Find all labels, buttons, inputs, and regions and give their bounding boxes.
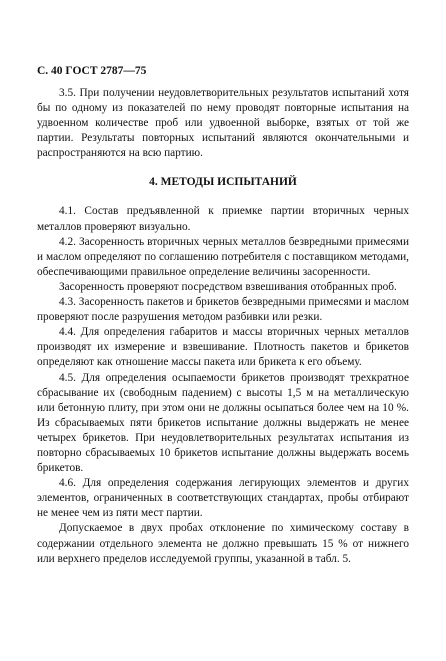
- paragraph-4-2: 4.2. Засоренность вторичных черных металлов безвредными примесями и маслом определяют по соглашению потребителя с поставщиком методами, обеспечивающими правильное определение величины засоренности.: [37, 235, 409, 278]
- paragraph-4-3: 4.3. Засоренность пакетов и брикетов безвредными примесями и маслом проверяют после разрушения методом разбивки или резки.: [37, 296, 409, 324]
- paragraph-4-1: 4.1. Состав предъявленной к приемке партии вторичных черных металлов проверяют визуально.: [37, 205, 409, 233]
- paragraph-3-5: 3.5. При получении неудовлетворительных результатов испытаний хотя бы по одному из показателей по нему проводят повторные испытания на удвоенном количестве проб или удвоенной выборке, взятых от той же партии. Результаты повторных испытаний являются окончательными и распространяются на всю партию.: [37, 87, 409, 160]
- paragraph-4-6-tolerance: Допускаемое в двух пробах отклонение по химическому составу в содержании отдельного элемента не должно превышать 15 % от нижнего или верхнего пределов исследуемой группы, указанной в табл. 5.: [37, 522, 409, 565]
- paragraph-4-5: 4.5. Для определения осыпаемости брикетов производят трехкратное сбрасывание их (свободным падением) с высоты 1,5 м на металлическую или бетонную плиту, при этом они не должны осыпаться более чем на 10 %. Из сбрасываемых пяти брикетов испытание должны выдержать не менее четырех брикетов. При неудовлетворительных результатах испытания из повторно сбрасываемых 10 брикетов испытание должны выдержать восемь брикетов.: [37, 371, 409, 475]
- paragraph-4-6: 4.6. Для определения содержания легирующих элементов и других элементов, ограниченных в соответствующих стандартах, пробы отбирают не менее чем из пяти мест партии.: [37, 477, 409, 520]
- page-header: С. 40 ГОСТ 2787—75: [37, 65, 147, 77]
- paragraph-4-2-note: Засоренность проверяют посредством взвешивания отобранных проб.: [59, 280, 397, 293]
- paragraph-4-4: 4.4. Для определения габаритов и массы вторичных черных металлов производят их измерение и взвешивание. Плотность пакетов и брикетов определяют как отношение массы пакета или брикета к его объему.: [37, 326, 409, 369]
- section-title: 4. МЕТОДЫ ИСПЫТАНИЙ: [149, 176, 297, 189]
